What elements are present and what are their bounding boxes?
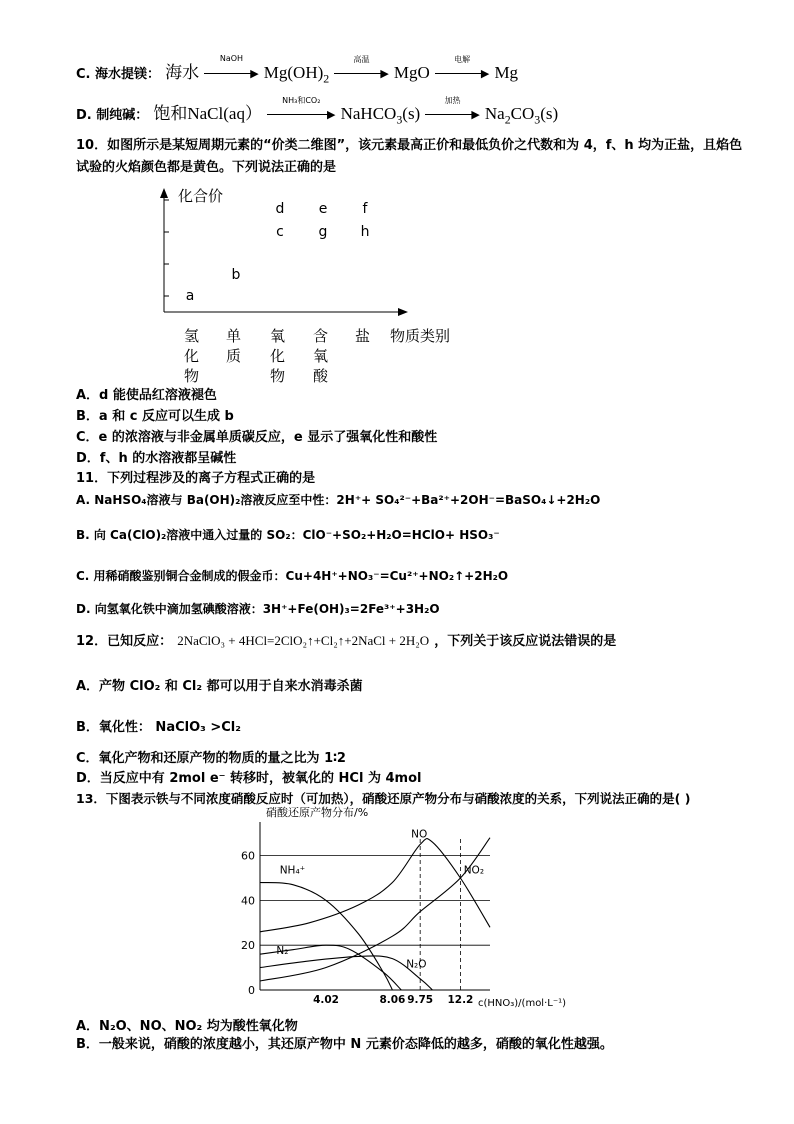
q12-stem-post: ，下列关于该反应说法错误的是 [434,634,617,649]
chart10-category-label: 物 [270,367,286,385]
q11-stem: 11．下列过程涉及的离子方程式正确的是 [76,471,316,486]
q12-option-b[interactable]: B．氧化性： NaClO₃ >Cl₂ [76,720,241,735]
chart10-point-a: a [185,288,195,304]
arrow-label-high-temp: 高温 [353,55,370,64]
chart10-y-arrow [160,188,168,198]
chart10-category-label: 质 [226,347,242,365]
q13-option-a[interactable]: A．N₂O、NO、NO₂ 均为酸性氧化物 [76,1019,298,1034]
chart10-point-b: b [231,267,241,283]
option-c-mg: Mg [494,63,519,82]
q10-option-c[interactable]: C．e 的浓溶液与非金属单质碳反应，e 显示了强氧化性和酸性 [76,430,438,445]
q11-option-d[interactable]: D. 向氢氧化铁中滴加氢碘酸溶液：3H⁺+Fe(OH)₃=2Fe³⁺+3H₂O [76,602,440,616]
option-d-line [76,96,559,127]
q12-option-c[interactable]: C．氧化产物和还原产物的物质的量之比为 1∶2 [76,751,346,766]
chart10-category-label: 含 [313,327,329,345]
chart13-x-title: c(HNO₃)/(mol·L⁻¹) [478,998,567,1009]
chart13-series-no2 [260,838,490,981]
chart13-x-tick-label: 8.06 [379,994,406,1006]
valence-class-chart [150,180,480,385]
arrow-label-nh3-co2: NH₃和CO₂ [282,96,321,105]
option-d-na2co3: $Na_2CO_3(s)$ [484,104,559,127]
q11-option-b[interactable]: B. 向 Ca(ClO)₂溶液中通入过量的 SO₂：ClO⁻+SO₂+H₂O=HClO+ HSO₃⁻ [76,528,500,542]
chart10-category-label: 氢 [184,327,200,345]
chart13-y-title: 硝酸还原产物分布/% [266,806,369,819]
option-c-mgoh2: $Mg(OH)_2$ [263,63,330,86]
arrow-nh3-co2: NH₃和CO₂ ▶ [267,104,335,123]
chart10-point-e: e [318,201,328,217]
q11-option-a[interactable]: A. NaHSO₄溶液与 Ba(OH)₂溶液反应至中性：2H⁺+ SO₄²⁻+Ba²⁺+2OH⁻=BaSO₄↓+2H₂O [76,493,601,507]
option-d-brine: 饱和NaCl(aq） [153,104,262,123]
option-c-line [76,54,519,86]
arrow-heat: 加热 ▶ [425,104,479,123]
chart13-label-nh4: NH₄⁺ [279,864,306,877]
chart13-y-tick-label: 20 [241,939,255,953]
nitric-acid-product-chart [236,800,596,1015]
option-c-seawater: 海水 [165,63,200,82]
option-d-nahco3: NaHCO$_3$(s) [340,104,421,127]
chart13-series-nh4 [260,883,392,991]
chart13-y-tick-label: 60 [241,849,255,863]
arrow-label-electrolysis: 电解 [454,55,471,64]
q12-option-a[interactable]: A．产物 ClO₂ 和 Cl₂ 都可以用于自来水消毒杀菌 [76,679,363,694]
q10-stem-line1: 10．如图所示是某短周期元素的“价类二维图”，该元素最高正价和最低负价之代数和为 4，f、h 均为正盐，且焰色 [76,138,743,153]
q10-stem-line2: 试验的火焰颜色都是黄色。下列说法正确的是 [76,160,337,175]
chart10-x-arrow [398,308,408,316]
chart13-y-tick-label: 0 [248,984,255,997]
option-c-label: C. 海水提镁： [76,67,161,82]
chart13-x-tick-label: 4.02 [313,994,340,1006]
q13-stem: 13．下图表示铁与不同浓度硝酸反应时（可加热），硝酸还原产物分布与硝酸浓度的关系，下列说法正确的是( ) [76,791,691,806]
arrow-high-temp: 高温 ▶ [334,63,388,82]
chart10-category-label: 物 [184,367,200,385]
chart10-point-c: c [276,224,284,240]
chart10-category-label: 单 [226,327,242,345]
chart13-label-no2: NO₂ [463,864,485,877]
chart10-point-f: f [362,201,368,217]
chart10-category-label: 氧 [313,347,329,365]
q10-option-d[interactable]: D．f、h 的水溶液都呈碱性 [76,451,237,466]
chart13-x-tick-label: 9.75 [407,994,434,1006]
q13-option-b[interactable]: B．一般来说，硝酸的浓度越小，其还原产物中 N 元素价态降低的越多，硝酸的氧化性越强。 [76,1037,613,1052]
chart10-category-label: 氧 [270,327,286,345]
chart10-x-title: 物质类别 [390,327,451,345]
chart13-label-n2: N₂ [276,945,289,958]
chart10-point-g: g [318,224,328,240]
q10-option-a[interactable]: A．d 能使品红溶液褪色 [76,388,217,403]
q10-option-b[interactable]: B．a 和 c 反应可以生成 b [76,409,234,424]
chart10-category-label: 盐 [355,327,371,345]
chart10-point-h: h [360,224,370,240]
q11-option-c[interactable]: C. 用稀硝酸鉴别铜合金制成的假金币：Cu+4H⁺+NO₃⁻=Cu²⁺+NO₂↑+2H₂O [76,569,509,583]
chart10-y-title: 化合价 [178,187,224,205]
q12-equation: 2NaClO₃ + 4HCl=2ClO₂↑+Cl₂↑+2NaCl + 2H₂O [177,633,430,648]
option-d-label: D. 制纯碱： [76,108,149,123]
q12-stem [76,630,616,649]
arrow-naoh: NaOH ▶ [204,63,258,82]
chart10-point-d: d [275,201,285,217]
option-c-mgo: MgO [393,63,430,82]
arrow-label-naoh: NaOH [219,54,244,63]
chart13-label-n2o: N₂O [406,958,427,971]
chart10-category-label: 化 [184,347,200,365]
arrow-label-heat: 加热 [444,96,461,105]
chart10-category-label: 化 [270,347,286,365]
chart13-label-no: NO [411,828,428,841]
chart13-y-tick-label: 40 [241,894,255,908]
q12-option-d[interactable]: D．当反应中有 2mol e⁻ 转移时，被氧化的 HCl 为 4mol [76,771,422,786]
arrow-electrolysis: 电解 ▶ [435,63,489,82]
chart13-x-tick-label: 12.2 [447,994,474,1006]
q12-stem-pre: 12．已知反应： [76,634,173,649]
chart10-category-label: 酸 [313,367,329,385]
